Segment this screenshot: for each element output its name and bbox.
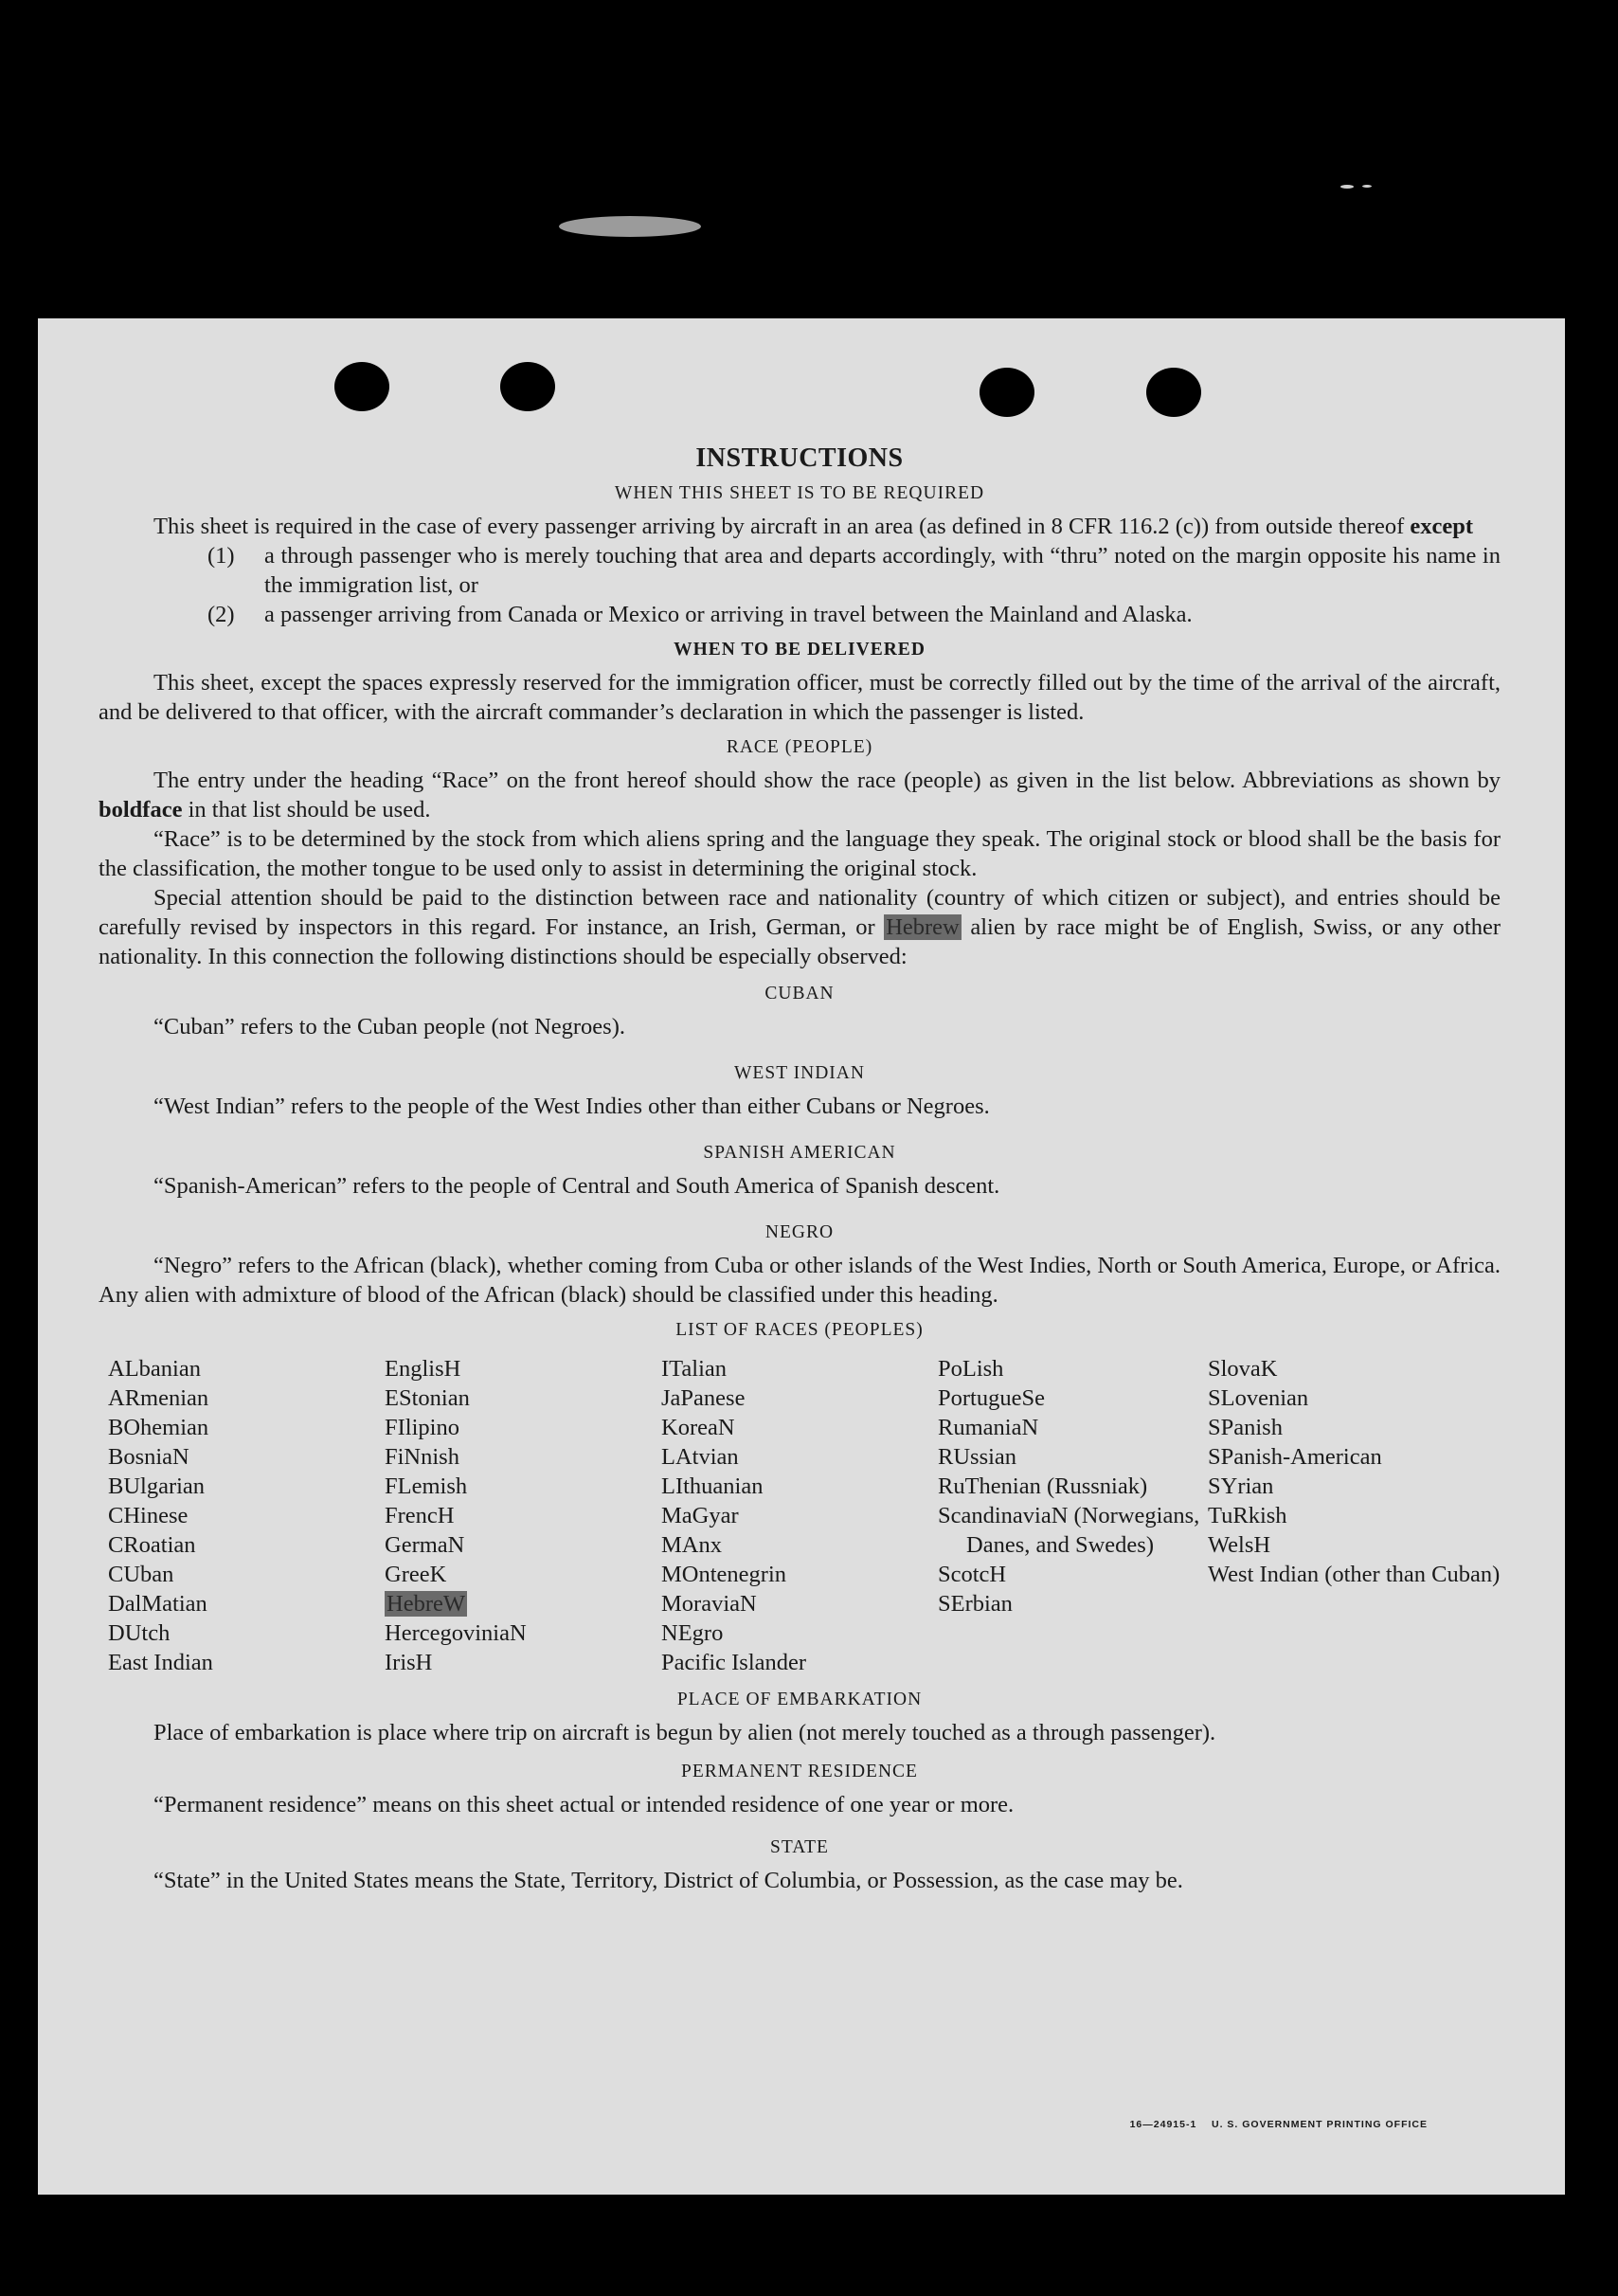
- race-item: MAnx: [661, 1532, 722, 1558]
- instruction-sheet: [38, 318, 1565, 2195]
- race-item: ARmenian: [108, 1385, 209, 1411]
- heading-embarkation: PLACE OF EMBARKATION: [676, 1690, 923, 1709]
- heading-when-delivered: WHEN TO BE DELIVERED: [674, 640, 926, 660]
- race-item: MOntenegrin: [661, 1562, 786, 1587]
- punch-hole: [334, 362, 389, 411]
- embarkation-text: Place of embarkation is place where trip on aircraft is begun by alien (not merely touched as a through passenger).: [153, 1720, 1216, 1745]
- race-list: [108, 1354, 1501, 1677]
- race-item: RuThenian (Russniak): [938, 1473, 1148, 1499]
- scan-artifact: [1340, 185, 1354, 189]
- race-item: CUban: [108, 1562, 174, 1587]
- race-item: ScandinaviaN (Norwegians, Danes, and Swedes): [938, 1503, 1200, 1558]
- race-item: NEgro: [661, 1620, 724, 1646]
- exception-item: [99, 600, 1501, 629]
- spanish-american-text: “Spanish-American” refers to the people of Central and South America of Spanish descent.: [153, 1173, 1000, 1199]
- heading-negro: NEGRO: [764, 1222, 835, 1242]
- exception-number: (2): [207, 602, 235, 627]
- race-item: West Indian (other than Cuban): [1208, 1562, 1501, 1587]
- page-title: INSTRUCTIONS: [695, 443, 904, 473]
- punch-hole: [980, 368, 1034, 417]
- negro-text: “Negro” refers to the African (black), whether coming from Cuba or other islands of the West Indies, North or South America, Europe, or Africa. Any alien with admixture of blood of the African (black) should be classified under this heading.: [99, 1253, 1501, 1308]
- race-item: BOhemian: [108, 1415, 209, 1440]
- race-item: LAtvian: [661, 1444, 739, 1470]
- heading-west-indian: WEST INDIAN: [734, 1063, 865, 1083]
- race-item: LIthuanian: [661, 1473, 764, 1499]
- race-item: TuRkish: [1208, 1503, 1287, 1528]
- heading-race: RACE (PEOPLE): [726, 737, 873, 757]
- heading-residence: PERMANENT RESIDENCE: [681, 1762, 918, 1781]
- state-text: “State” in the United States means the State, Territory, District of Columbia, or Possession, as the case may be.: [153, 1868, 1183, 1893]
- race-item: EnglisH: [385, 1356, 461, 1382]
- heading-when-required: WHEN THIS SHEET IS TO BE REQUIRED: [614, 483, 985, 503]
- race-item: FiNnish: [385, 1444, 459, 1470]
- race-item: WelsH: [1208, 1532, 1271, 1558]
- race-paragraph-3: Special attention should be paid to the distinction between race and nationality (country of which citizen or subject), and entries should be carefully revised by inspectors in this regard. For instance, an Irish, German, or Hebrew alien by race might be of English, Swiss, or any other nationality. In this connection the following distinctions should be especially observed:: [99, 885, 1501, 969]
- race-item: SLovenian: [1208, 1385, 1309, 1411]
- race-item: RumaniaN: [938, 1415, 1039, 1440]
- heading-list-of-races: LIST OF RACES (PEOPLES): [675, 1320, 924, 1340]
- form-number: 16—24915-1: [1129, 2119, 1197, 2130]
- scan-artifact: [559, 216, 701, 237]
- exception-text: a passenger arriving from Canada or Mexico or arriving in travel between the Mainland and Alaska.: [264, 602, 1193, 627]
- form-footer: [1130, 2119, 1428, 2130]
- race-item: FLemish: [385, 1473, 468, 1499]
- exception-item: [99, 541, 1501, 600]
- race-item: East Indian: [108, 1650, 213, 1675]
- race-item: SYrian: [1208, 1473, 1274, 1499]
- race-item: Pacific Islander: [661, 1650, 807, 1675]
- when-required-intro: This sheet is required in the case of every passenger arriving by aircraft in an area (as defined in 8 CFR 116.2 (c)) from outside thereof except: [153, 514, 1474, 539]
- printer-credit: U. S. GOVERNMENT PRINTING OFFICE: [1211, 2119, 1428, 2130]
- document-body: [99, 443, 1501, 1895]
- punch-hole: [500, 362, 555, 411]
- race-item: HercegoviniaN: [385, 1620, 527, 1646]
- race-item: IrisH: [385, 1650, 433, 1675]
- heading-state: STATE: [770, 1837, 829, 1857]
- race-item-struck: HebreW: [387, 1591, 465, 1617]
- race-item: JaPanese: [661, 1385, 746, 1411]
- race-item: SlovaK: [1208, 1356, 1278, 1382]
- race-item: CHinese: [108, 1503, 189, 1528]
- race-item: DUtch: [108, 1620, 171, 1646]
- struck-word: Hebrew: [886, 914, 960, 940]
- race-item: PoLish: [938, 1356, 1004, 1382]
- race-column: [938, 1354, 1208, 1677]
- cuban-text: “Cuban” refers to the Cuban people (not Negroes).: [153, 1014, 625, 1040]
- heading-spanish-american: SPANISH AMERICAN: [703, 1143, 896, 1163]
- race-item: ScotcH: [938, 1562, 1007, 1587]
- exception-text: a through passenger who is merely touching that area and departs accordingly, with “thru” noted on the margin opposite his name in the immigration list, or: [264, 543, 1501, 598]
- race-item: PortugueSe: [938, 1385, 1045, 1411]
- race-item: EStonian: [385, 1385, 470, 1411]
- race-column: [661, 1354, 938, 1677]
- heading-cuban: CUBAN: [764, 984, 835, 1003]
- race-item: DalMatian: [108, 1591, 207, 1617]
- race-item: SErbian: [938, 1591, 1013, 1617]
- race-item: RUssian: [938, 1444, 1017, 1470]
- race-item: BUlgarian: [108, 1473, 206, 1499]
- race-paragraph-2: “Race” is to be determined by the stock from which aliens spring and the language they speak. The original stock or blood shall be the basis for the classification, the mother tongue to be used only to assist in determining the original stock.: [99, 826, 1501, 881]
- race-item: SPanish: [1208, 1415, 1283, 1440]
- race-column: [108, 1354, 385, 1677]
- residence-text: “Permanent residence” means on this sheet actual or intended residence of one year or more.: [153, 1792, 1015, 1817]
- race-item: CRoatian: [108, 1532, 196, 1558]
- race-paragraph-1: The entry under the heading “Race” on the front hereof should show the race (people) as given in the list below. Abbreviations as shown by boldface in that list should be used.: [99, 768, 1501, 823]
- race-item: ITalian: [661, 1356, 728, 1382]
- race-item: MaGyar: [661, 1503, 739, 1528]
- exception-number: (1): [207, 543, 235, 569]
- race-column: [385, 1354, 661, 1677]
- race-item: BosniaN: [108, 1444, 189, 1470]
- race-item: SPanish-American: [1208, 1444, 1382, 1470]
- race-item: ALbanian: [108, 1356, 201, 1382]
- race-item: FIlipino: [385, 1415, 459, 1440]
- west-indian-text: “West Indian” refers to the people of the West Indies other than either Cubans or Negroes.: [153, 1094, 990, 1119]
- race-item: KoreaN: [661, 1415, 735, 1440]
- scan-artifact: [1362, 185, 1372, 188]
- race-item: GermaN: [385, 1532, 465, 1558]
- punch-hole: [1146, 368, 1201, 417]
- race-item: FrencH: [385, 1503, 455, 1528]
- race-column: [1208, 1354, 1510, 1677]
- race-item: MoraviaN: [661, 1591, 757, 1617]
- when-delivered-text: This sheet, except the spaces expressly reserved for the immigration officer, must be correctly filled out by the time of the arrival of the aircraft, and be delivered to that officer, with the aircraft commander’s declaration in which the passenger is listed.: [99, 670, 1501, 725]
- race-item: GreeK: [385, 1562, 447, 1587]
